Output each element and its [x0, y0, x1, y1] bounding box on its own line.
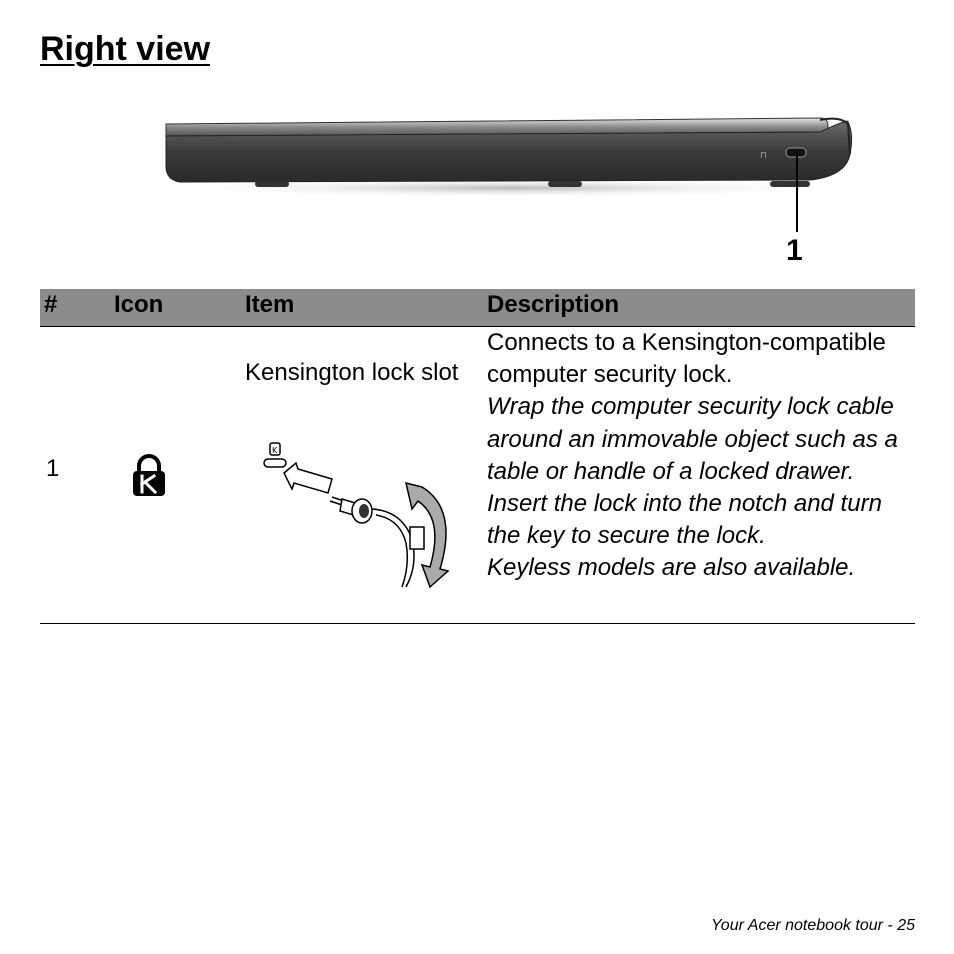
ports-table [40, 289, 915, 624]
table-row [40, 327, 915, 624]
row-number: 1 [46, 455, 60, 482]
header-icon: Icon [114, 291, 164, 318]
page-title: Right view [40, 30, 211, 68]
svg-text:⊓: ⊓ [760, 151, 768, 161]
kensington-lock-icon [132, 453, 166, 497]
description-line: Keyless models are also available. [487, 554, 856, 582]
page-footer: Your Acer notebook tour - 25 [711, 917, 915, 934]
callout-number: 1 [786, 234, 803, 267]
description-line: Insert the lock into the notch and turn the key to secure the lock. [487, 490, 882, 550]
laptop-right-side-illustration [160, 110, 860, 210]
description-line: Wrap the computer security lock cable around an immovable object such as a table or handle of a locked drawer. [487, 393, 898, 485]
header-number: # [44, 291, 58, 318]
row-item: Kensington lock slot [245, 359, 459, 386]
lock-usage-illustration [262, 439, 458, 589]
svg-text:K: K [272, 446, 278, 455]
header-description: Description [487, 291, 620, 318]
description-line: Connects to a Kensington-compatible computer security lock. [487, 329, 886, 389]
row-description [487, 327, 915, 585]
callout-line [796, 152, 798, 232]
header-item: Item [245, 291, 295, 318]
table-header [40, 289, 915, 327]
